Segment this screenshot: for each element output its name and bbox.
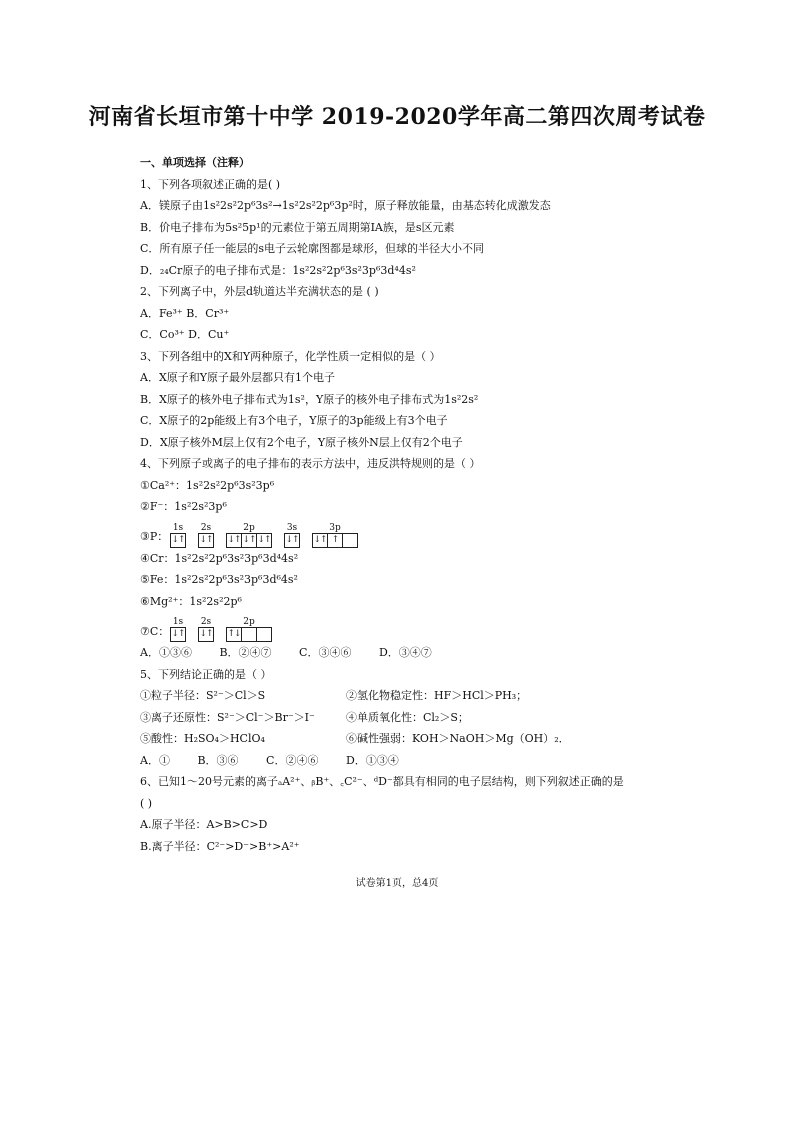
page-title: 河南省长垣市第十中学 2019-2020学年高二第四次周考试卷: [88, 104, 706, 130]
q6-paren: ( ): [140, 796, 153, 810]
orbital-name: 2p: [243, 617, 255, 627]
orbital-2s: [198, 523, 214, 548]
q6-option-b: B.离子半径：C²⁻>D⁻>B⁺>A²⁺: [140, 839, 300, 853]
q4-item-5: ⑤Fe：1s²2s²2p⁶3s²3p⁶3d⁶4s²: [140, 573, 298, 586]
orbital-box: ↓↑: [227, 534, 241, 545]
orbital-2p: [226, 523, 272, 548]
orbital-name: 2s: [200, 617, 212, 627]
orbital-name: 2p: [243, 522, 255, 533]
orbital-box: [241, 628, 256, 641]
orbital-box: ↓↑: [285, 534, 299, 545]
orbital-box: ↓↑: [171, 534, 185, 545]
q1-option-b: B．价电子排布为5s²5p¹的元素位于第五周期第ⅠA族，是s区元素: [140, 220, 455, 234]
q5-option-a: A．①: [140, 753, 170, 767]
orbital-name: 3s: [286, 522, 298, 533]
q3-option-a: A．X原子和Y原子最外层都只有1个电子: [140, 371, 336, 384]
orbital-box-group: [170, 627, 186, 642]
q1-option-c: C．所有原子任一能层的s电子云轮廓图都是球形，但球的半径大小不同: [140, 242, 485, 255]
orbital-name: 3p: [329, 522, 341, 533]
orbital-box-group: [170, 533, 186, 548]
q4-options: [140, 642, 700, 664]
q3-option-b: B．X原子的核外电子排布式为1s²，Y原子的核外电子排布式为1s²2s²: [140, 392, 479, 406]
q4-option-c: C．③④⑥: [299, 646, 352, 659]
page-footer: 试卷第1页，总4页: [355, 878, 439, 889]
q1-option-a: A．镁原子由1s²2s²2p⁶3s²→1s²2s²2p⁶3p²时，原子释放能量，由基态转化成激发态: [140, 199, 551, 212]
orbital-1s: [170, 617, 186, 642]
orbital-box-group: [226, 533, 272, 548]
q1-option-d: D．₂₄Cr原子的电子排布式是：1s²2s²2p⁶3s²3p⁶3d⁴4s²: [140, 263, 416, 277]
orbital-2s: [198, 617, 214, 642]
q5-item-1: ①粒子半径：S²⁻＞Cl＞S: [140, 689, 266, 702]
orbital-box: ↑↓: [227, 629, 241, 639]
q5-row-3: [140, 728, 700, 750]
orbital-box: ↑: [327, 534, 342, 547]
q5-item-6: ⑥碱性强弱：KOH＞NaOH＞Mg（OH）₂．: [346, 732, 570, 745]
orbital-1s: [170, 523, 186, 548]
q5-item-3: ③离子还原性：S²⁻＞Cl⁻＞Br⁻＞I⁻: [140, 710, 315, 724]
orbital-box: ↓↑: [313, 534, 327, 545]
section-heading: 一、单项选择（注释）: [140, 156, 250, 169]
orbital-box: ↓↑: [242, 534, 256, 545]
orbital-box-group: [226, 627, 272, 642]
orbital-3p: [312, 523, 358, 548]
q5-item-2: ②氢化物稳定性：HF＞HCl＞PH₃；: [346, 689, 528, 702]
orbital-name: 1s: [172, 522, 184, 533]
orbital-box: ↓↑: [171, 629, 185, 639]
exam-content: [140, 152, 700, 857]
orbital-box: ↓↑: [199, 629, 213, 639]
orbital-box: [342, 534, 357, 547]
orbital-box-group: [198, 533, 214, 548]
orbital-box: ↓↑: [199, 534, 213, 545]
q5-item-5: ⑤酸性：H₂SO₄＞HClO₄: [140, 732, 265, 745]
orbital-diagram-label: ⑦C：: [140, 624, 170, 638]
q6-stem: 6、已知1～20号元素的离子ₐA²⁺、ᵦB⁺、꜀C²⁻、ᵈD⁻都具有相同的电子层结构，则下列叙述正确的是: [140, 775, 624, 788]
q1-stem: 1、下列各项叙述正确的是( ): [140, 177, 281, 191]
q4-stem: 4、下列原子或离子的电子排布的表示方法中，违反洪特规则的是（ ）: [140, 457, 481, 470]
orbital-name: 2s: [200, 522, 212, 533]
orbital-boxes: [170, 523, 370, 548]
q4-item-6: ⑥Mg²⁺：1s²2s²2p⁶: [140, 594, 242, 608]
q3-stem: 3、下列各组中的X和Y两种原子，化学性质一定相似的是（ ）: [140, 349, 441, 363]
q4-option-d: D．③④⑦: [378, 646, 432, 659]
q5-stem: 5、下列结论正确的是（ ）: [140, 667, 272, 681]
q4-item-3-orbital-diagram: [140, 518, 700, 548]
q5-option-c: C．②④⑥: [266, 753, 319, 767]
orbital-box: [256, 628, 271, 641]
orbital-3s: [284, 523, 300, 548]
q5-row-1: [140, 685, 700, 707]
orbital-box: ↓↑: [257, 534, 271, 545]
orbital-boxes: [170, 617, 284, 642]
q4-item-7-orbital-diagram: [140, 612, 700, 642]
q5-option-b: B．③⑥: [197, 753, 239, 767]
q4-item-1: ①Ca²⁺：1s²2s²2p⁶3s²3p⁶: [140, 478, 275, 492]
q6-option-a: A.原子半径：A>B>C>D: [140, 818, 268, 831]
orbital-diagram-label: ③P：: [140, 530, 169, 543]
q5-options: [140, 750, 700, 772]
q3-option-d: D．X原子核外M层上仅有2个电子，Y原子核外N层上仅有2个电子: [140, 435, 463, 449]
q5-row-2: [140, 707, 700, 729]
q4-option-a: A．①③⑥: [140, 646, 192, 659]
q5-item-4: ④单质氧化性：Cl₂＞S；: [346, 710, 469, 724]
q3-option-c: C．X原子的2p能级上有3个电子，Y原子的3p能级上有3个电子: [140, 414, 448, 427]
q4-item-2: ②F⁻：1s²2s²3p⁶: [140, 500, 227, 513]
q2-option-ab: A．Fe³⁺ B．Cr³⁺: [140, 306, 230, 320]
q2-option-cd: C．Co³⁺ D．Cu⁺: [140, 328, 230, 341]
orbital-name: 1s: [172, 617, 184, 627]
q4-item-4: ④Cr：1s²2s²2p⁶3s²3p⁶3d⁴4s²: [140, 551, 299, 565]
orbital-box-group: [312, 533, 358, 548]
q2-stem: 2、下列离子中，外层d轨道达半充满状态的是 ( ): [140, 285, 379, 298]
orbital-2p: [226, 617, 272, 642]
q5-option-d: D．①③④: [345, 753, 399, 767]
q4-option-b: B．②④⑦: [219, 646, 272, 659]
orbital-box-group: [198, 627, 214, 642]
orbital-box-group: [284, 533, 300, 548]
